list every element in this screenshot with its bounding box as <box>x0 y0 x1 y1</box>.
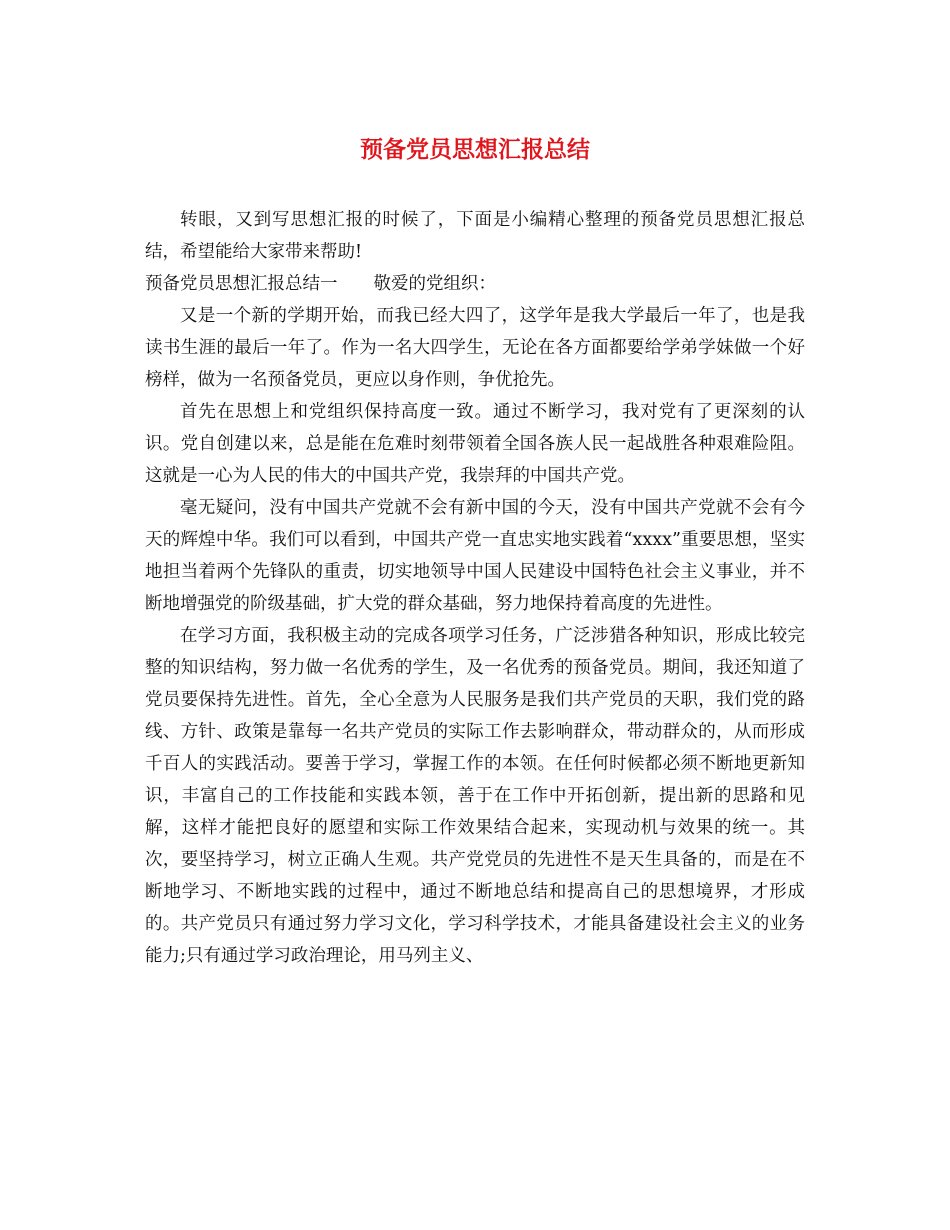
section-heading-line <box>145 268 805 300</box>
body-paragraph-3: 毫无疑问，没有中国共产党就不会有新中国的今天，没有中国共产党就不会有今天的辉煌中华。我们可以看到，中国共产党一直忠实地实践着“xxxx”重要思想，坚实地担当着两个先锋队的重责，切实地领导中国人民建设中国特色社会主义事业，并不断地增强党的阶级基础，扩大党的群众基础，努力地保持着高度的先进性。 <box>145 498 805 614</box>
body-paragraph-2: 首先在思想上和党组织保持高度一致。通过不断学习，我对党有了更深刻的认识。党自创建以来，总是能在危难时刻带领着全国各族人民一起战胜各种艰难险阻。这就是一心为人民的伟大的中国共产党，我崇拜的中国共产党。 <box>145 402 805 486</box>
document-title: 预备党员思想汇报总结 <box>360 136 590 163</box>
body-paragraph-1: 又是一个新的学期开始，而我已经大四了，这学年是我大学最后一年了，也是我读书生涯的最后一年了。作为一名大四学生，无论在各方面都要给学弟学妹做一个好榜样，做为一名预备党员，更应以身作则，争优抢先。 <box>145 306 805 390</box>
section-heading: 预备党员思想汇报总结一 <box>145 274 338 294</box>
salutation: 敬爱的党组织： <box>373 274 496 294</box>
intro-paragraph: 转眼，又到写思想汇报的时候了，下面是小编精心整理的预备党员思想汇报总结，希望能给大家带来帮助! <box>145 210 805 262</box>
body-paragraph-4: 在学习方面，我积极主动的完成各项学习任务，广泛涉猎各种知识，形成比较完整的知识结构，努力做一名优秀的学生，及一名优秀的预备党员。期间，我还知道了党员要保持先进性。首先，全心全意为人民服务是我们共产党员的天职，我们党的路线、方针、政策是靠每一名共产党员的实际工作去影响群众，带动群众的，从而形成千百人的实践活动。要善于学习，掌握工作的本领。在任何时候都必须不断地更新知识，丰富自己的工作技能和实践本领，善于在工作中开拓创新，提出新的思路和见解，这样才能把良好的愿望和实际工作效果结合起来，实现动机与效果的统一。其次，要坚持学习，树立正确人生观。共产党党员的先进性不是天生具备的，而是在不断地学习、不断地实践的过程中，通过不断地总结和提高自己的思想境界，才形成的。共产党员只有通过努力学习文化，学习科学技术，才能具备建设社会主义的业务能力;只有通过学习政治理论，用马列主义、 <box>145 626 805 966</box>
document-body <box>145 128 805 972</box>
